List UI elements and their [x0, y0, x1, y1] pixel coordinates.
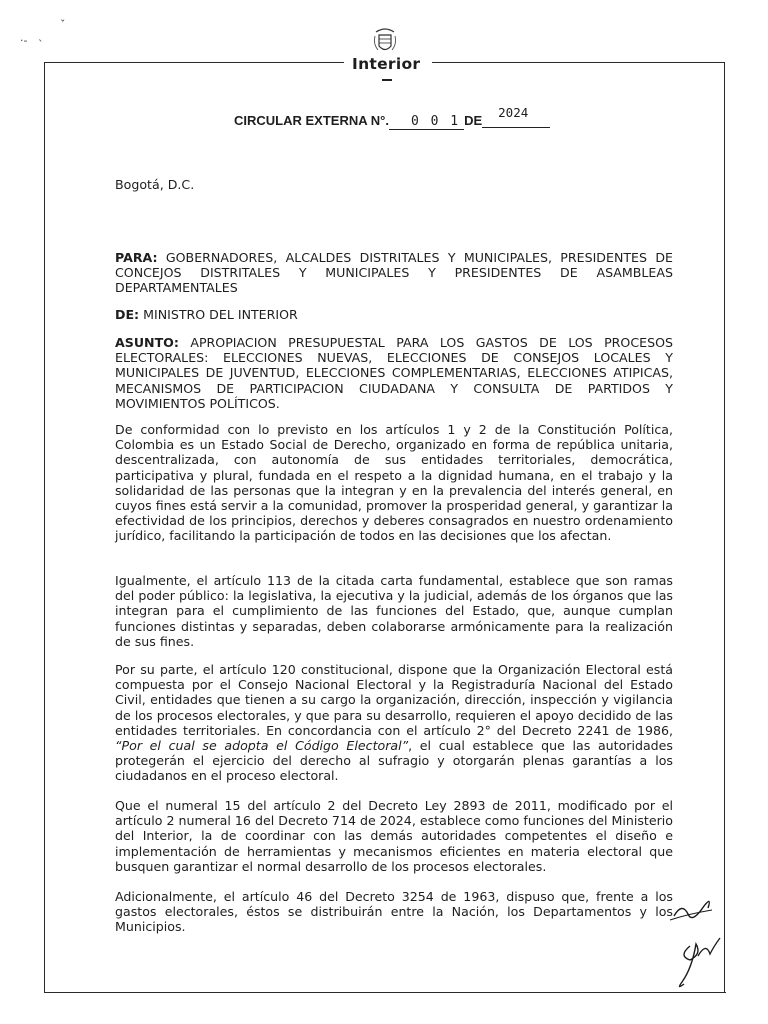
para-block	[115, 250, 673, 296]
handwritten-initials	[668, 898, 724, 992]
body-paragraph-2: Igualmente, el artículo 113 de la citada carta fundamental, establece que son ramas del poder público: la legislativa, la ejecutiva y la judicial, además de los órganos que las integran para el cumplimiento de las funciones del Estado, que, aunque cumplan funciones distintas y separadas, deben colaborarse armónicamente para la realización de sus fines.	[115, 573, 673, 649]
para-label: PARA:	[115, 250, 158, 265]
body-paragraph-5: Adicionalmente, el artículo 46 del Decreto 3254 de 1963, dispuso que, frente a los gastos electorales, éstos se distribuirán entre la Nación, los Departamentos y los Municipios.	[115, 889, 673, 935]
frame-left-border	[44, 62, 45, 992]
circular-year-field	[482, 105, 550, 128]
scan-speck: ˇ	[60, 18, 66, 31]
from-text: MINISTRO DEL INTERIOR	[143, 307, 298, 322]
frame-top-border	[44, 62, 344, 63]
body-paragraph-1: De conformidad con lo previsto en los artículos 1 y 2 de la Constitución Política, Colombia es un Estado Social de Derecho, organizado en forma de república unitaria, descentralizada, con autonomía de sus entidades territoriales, democrática, participativa y plural, fundada en el respeto a la dignidad humana, en el trabajo y la solidaridad de las personas que la integran y en la prevalencia del interés general, en cuyos fines está servir a la comunidad, promover la prosperidad general, y garantizar la efectividad de los principios, derechos y deberes consagrados en nuestro ordenamiento jurídico, facilitando la participación de todos en las decisiones que los afectan.	[115, 422, 673, 544]
subject-block	[115, 335, 673, 411]
ministry-name: Interior	[352, 55, 421, 73]
frame-right-border	[724, 62, 725, 992]
coat-of-arms-icon	[372, 26, 398, 56]
circular-de-label: DE	[464, 113, 483, 128]
scan-speck: `	[38, 38, 44, 51]
subject-text: APROPIACION PRESUPUESTAL PARA LOS GASTOS DE LOS PROCESOS ELECTORALES: ELECCIONES NUEVAS, ELECCIONES DE CONSEJOS LOCALES Y MUNICIPALES DE JUVENTUD, ELECCIONES COMPLEMENTARIAS, ELECCIONES ATIPICAS, MECANISMOS DE PARTICIPACION CIUDADANA Y CONSULTA DE PARTIDOS Y MOVIMIENTOS POLÍTICOS.	[115, 335, 673, 411]
city-line: Bogotá, D.C.	[115, 177, 195, 192]
frame-top-border-right	[432, 62, 724, 63]
ministry-underline	[382, 79, 392, 81]
body-paragraph-4: Que el numeral 15 del artículo 2 del Decreto Ley 2893 de 2011, modificado por el artículo 2 numeral 16 del Decreto 714 de 2024, establece como funciones del Ministerio del Interior, la de coordinar con las demás autoridades competentes el diseño e implementación de herramientas y mecanismos eficientes en materia electoral que busquen garantizar el normal desarrollo de los procesos electorales.	[115, 798, 673, 874]
para-text: GOBERNADORES, ALCALDES DISTRITALES Y MUNICIPALES, PRESIDENTES DE CONCEJOS DISTRITALES Y MUNICIPALES Y PRESIDENTES DE ASAMBLEAS DEPARTAMENTALES	[115, 250, 673, 296]
circular-label: CIRCULAR EXTERNA N°.	[234, 113, 389, 128]
circular-year: 2024	[498, 105, 529, 120]
p3-text-before: Por su parte, el artículo 120 constitucional, dispone que la Organización Electoral está compuesta por el Consejo Nacional Electoral y la Registraduría Nacional del Estado Civil, entidades que tienen a su cargo la organización, dirección, inspección y vigilancia de los procesos electorales, y que para su desarrollo, requieren el apoyo decidido de las entidades territoriales. En concordancia con el artículo 2° del Decreto 2241 de 1986,	[115, 662, 673, 738]
frame-bottom-border	[44, 992, 726, 993]
body-paragraph-3	[115, 662, 673, 784]
p3-decree-title: “Por el cual se adopta el Código Electoral”	[115, 738, 409, 754]
p3-text-after: , el cual establece que las autoridades protegerán el ejercicio del derecho al sufragio y otorgarán plenas garantías a los ciudadanos en el proceso electoral.	[115, 738, 673, 784]
from-label: DE:	[115, 307, 140, 322]
circular-heading	[234, 105, 550, 130]
from-block	[115, 307, 673, 322]
circular-number: 0 0 1	[389, 114, 464, 130]
scan-speck: ·-	[20, 34, 28, 47]
subject-label: ASUNTO:	[115, 335, 179, 350]
